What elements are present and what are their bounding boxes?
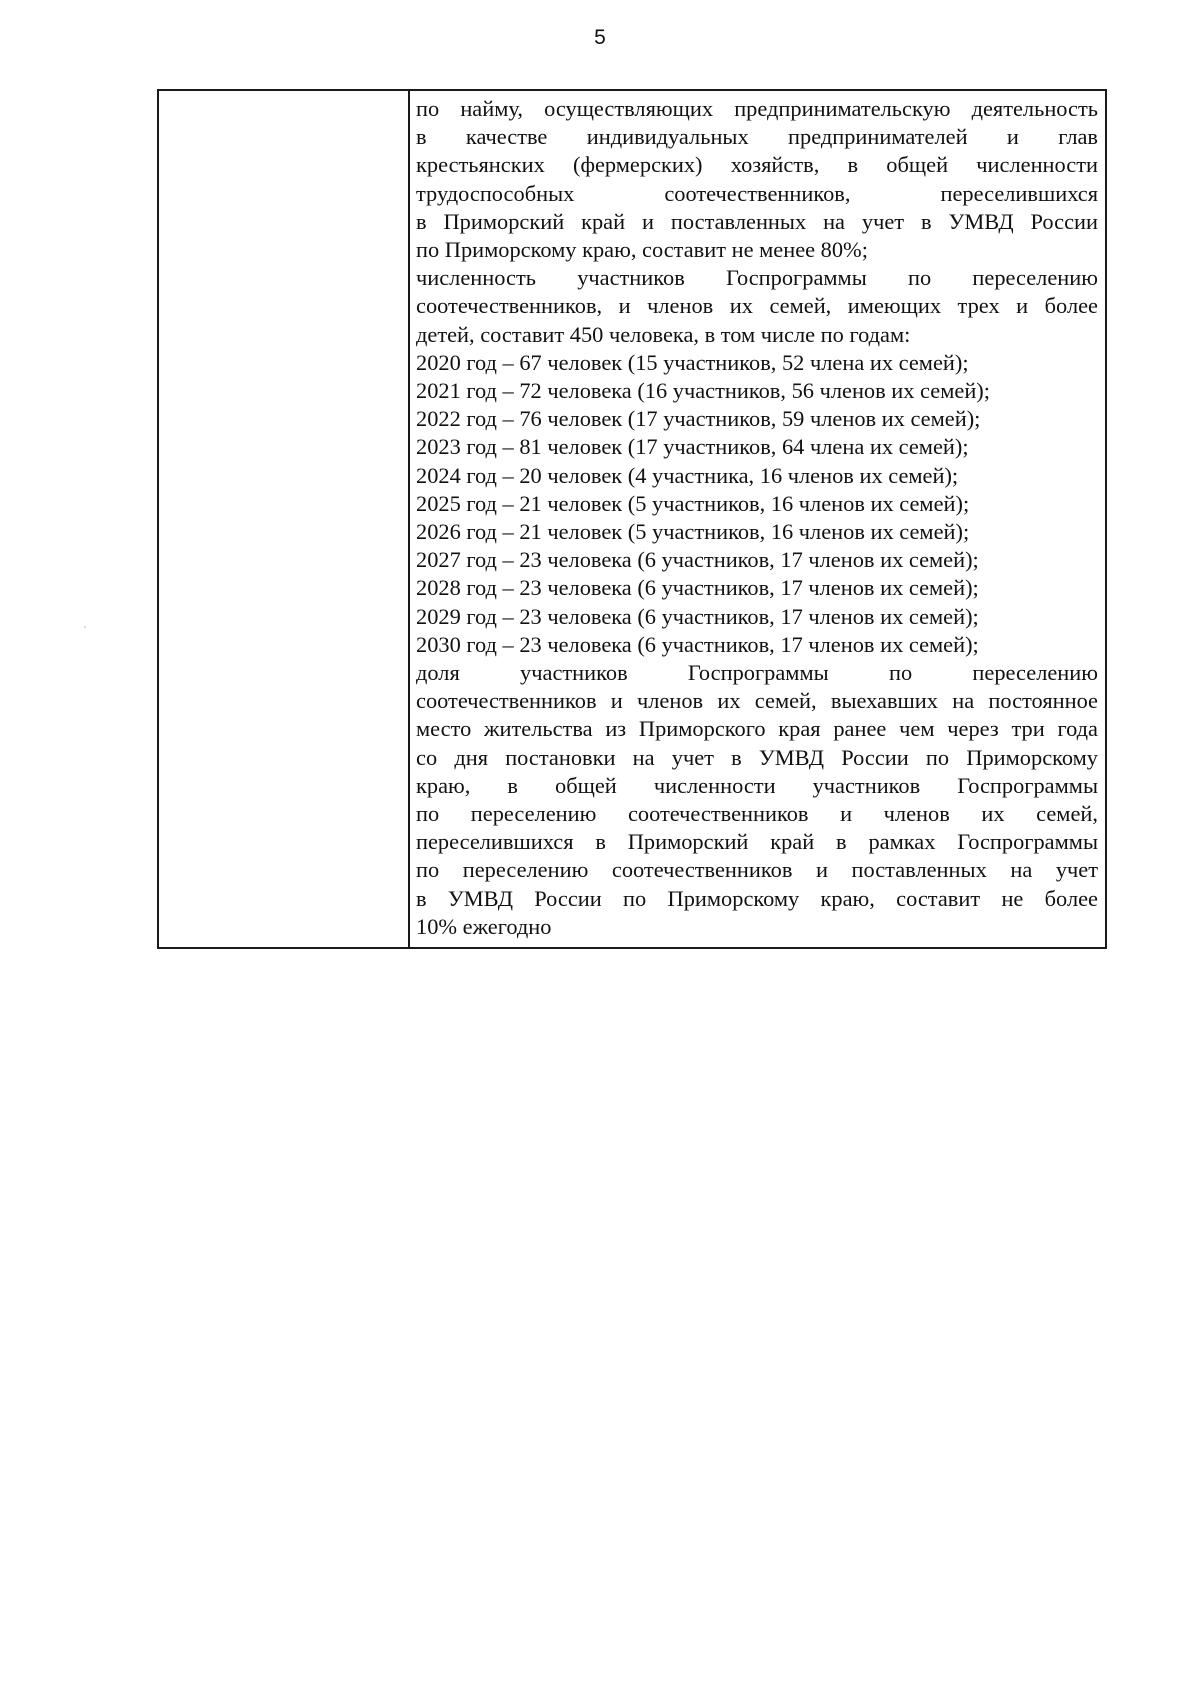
table-cell-right <box>409 90 1106 948</box>
text-line: соотечественников, и членов их семей, имеющих трех и более <box>416 293 1098 319</box>
table-cell-left <box>158 90 409 948</box>
text-line: численность участников Госпрограммы по переселению <box>416 265 1098 291</box>
text-line: 2029 год – 23 человека (6 участников, 17 членов их семей); <box>416 603 979 629</box>
text-line: 2027 год – 23 человека (6 участников, 17 членов их семей); <box>416 547 979 573</box>
text-line: по Приморскому краю, составит не менее 80%; <box>416 237 868 263</box>
text-line: 2030 год – 23 человека (6 участников, 17 членов их семей); <box>416 631 979 657</box>
text-line: место жительства из Приморского края ранее чем через три года <box>416 716 1098 742</box>
text-line: в УМВД России по Приморскому краю, составит не более <box>416 885 1098 911</box>
text-line: в Приморский край и поставленных на учет в УМВД России <box>416 208 1098 234</box>
text-line: переселившихся в Приморский край в рамках Госпрограммы <box>416 829 1098 855</box>
page-number: 5 <box>594 26 606 49</box>
text-line: краю, в общей численности участников Госпрограммы <box>416 772 1098 798</box>
table-row <box>158 90 1106 948</box>
text-line: 2023 год – 81 человек (17 участников, 64 члена их семей); <box>416 434 969 460</box>
text-line: 2024 год – 20 человек (4 участника, 16 членов их семей); <box>416 462 959 488</box>
text-line: 2026 год – 21 человек (5 участников, 16 членов их семей); <box>416 519 970 545</box>
indicators-table <box>157 89 1107 949</box>
text-line: по переселению соотечественников и поставленных на учет <box>416 857 1098 883</box>
text-line: 2021 год – 72 человека (16 участников, 56 членов их семей); <box>416 378 990 404</box>
text-line: детей, составит 450 человека, в том числе по годам: <box>416 321 911 347</box>
text-line: доля участников Госпрограммы по переселению <box>416 660 1098 686</box>
text-line: 2028 год – 23 человека (6 участников, 17 членов их семей); <box>416 575 979 601</box>
text-line: в качестве индивидуальных предпринимателей и глав <box>416 124 1098 150</box>
text-line: 2020 год – 67 человек (15 участников, 52 члена их семей); <box>416 349 969 375</box>
scan-speck <box>84 626 86 628</box>
text-line: 2022 год – 76 человек (17 участников, 59 членов их семей); <box>416 406 981 432</box>
text-line: 10% ежегодно <box>416 913 552 939</box>
text-line: по переселению соотечественников и членов их семей, <box>416 801 1098 827</box>
text-line: крестьянских (фермерских) хозяйств, в общей численности <box>416 152 1098 178</box>
text-line: по найму, осуществляющих предпринимательскую деятельность <box>416 96 1098 121</box>
text-line: со дня постановки на учет в УМВД России по Приморскому <box>416 744 1098 770</box>
text-line: соотечественников и членов их семей, выехавших на постоянное <box>416 688 1098 714</box>
text-line: трудоспособных соотечественников, переселившихся <box>416 180 1098 206</box>
text-line: 2025 год – 21 человек (5 участников, 16 членов их семей); <box>416 490 970 516</box>
